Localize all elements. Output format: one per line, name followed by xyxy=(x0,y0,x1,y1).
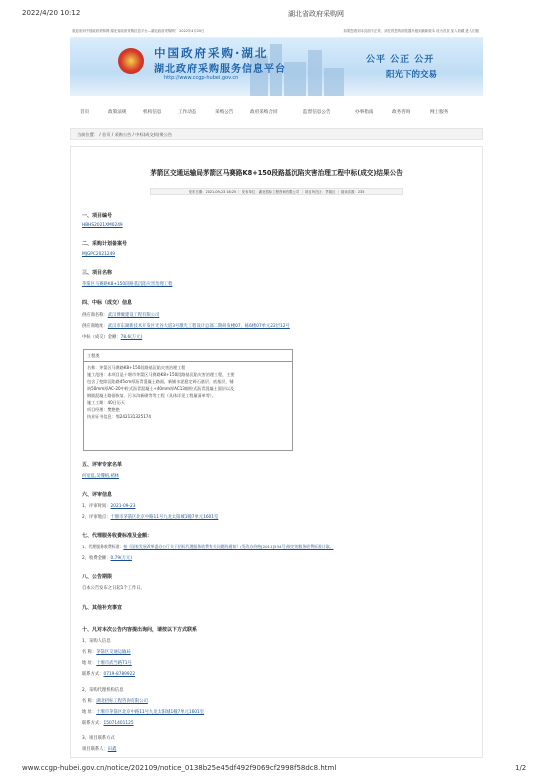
fee-standard: 按《国家发展改革委办公厅关于招标代理服务收费有关问题的通知》(发改办价格[2011]534号)规定的服务收费标准计取。 xyxy=(123,544,334,549)
plan-record-number: MJGPC2021249 xyxy=(82,252,116,257)
nav-item-policy[interactable]: 政策法规 xyxy=(108,110,127,115)
detail-box-header xyxy=(84,350,292,362)
review-place-label: 2、评审地点： xyxy=(82,515,111,520)
purchaser-address-label: 地 址： xyxy=(82,661,97,666)
notice-container xyxy=(70,146,483,758)
agency-name-label: 名 称： xyxy=(82,699,97,704)
main-nav xyxy=(70,106,483,118)
supplier-line xyxy=(82,312,159,318)
fee-amount: 0.79(万元) xyxy=(110,556,133,561)
nav-item-home[interactable]: 首页 xyxy=(80,110,90,115)
section-8-heading: 八、公告期限 xyxy=(82,574,113,580)
nav-item-notices[interactable]: 采购公告 xyxy=(215,110,234,115)
print-header xyxy=(0,0,553,22)
purchaser-address-line xyxy=(82,660,132,666)
fee-standard-label: 1、代理服务收费标准： xyxy=(82,544,124,549)
project-contact: 田鑫 xyxy=(107,747,117,752)
project-detail-box xyxy=(83,349,293,451)
section-10-heading: 十、凡对本次公告内容提出询问，请按以下方式联系 xyxy=(82,627,198,633)
supplier-label: 供应商名称： xyxy=(82,313,108,318)
supplier-address: 武汉市东湖新技术开发区光谷大道3号激光工程设计总部二期研发楼07、栋6楼07单元22层12号 xyxy=(107,324,290,329)
detail-line: 名称：茅箭区马赛路K8+150段路基沉陷灾害治理工程 xyxy=(87,365,186,370)
amount-line xyxy=(82,334,142,340)
notice-period: 自本公告发布之日起1个工作日。 xyxy=(82,586,145,591)
expert-list: 何宽乱,吴懂植,褚林 xyxy=(82,474,120,479)
banner-title: 中国政府采购·湖北 xyxy=(154,46,269,60)
fee-amount-label: 2、收费金额： xyxy=(82,556,111,561)
section-4-heading: 四、中标（成交）信息 xyxy=(82,300,133,306)
section-3-heading: 三、项目名称 xyxy=(82,270,113,276)
site-banner xyxy=(70,38,483,96)
purchaser-name-label: 名 称： xyxy=(82,650,97,655)
review-time-line xyxy=(82,503,136,509)
top-strip xyxy=(70,24,483,38)
amount-label: 中标（成交）金额： xyxy=(82,335,121,340)
detail-line: 施工范围：本项目是十堰市茅箭区马赛路K8+150段路基沉陷灾害治理工程，主要 xyxy=(87,372,235,377)
print-page-number: 1/2 xyxy=(515,764,527,772)
review-place-line xyxy=(82,514,218,520)
agency-name: 湖北招标工程咨询有限公司 xyxy=(96,699,148,704)
project-contact-heading: 3、项目联系方式 xyxy=(82,736,115,741)
review-time: 2021-09-23 xyxy=(110,504,136,509)
detail-box-category: 工程类 xyxy=(87,353,100,358)
nav-item-news[interactable]: 工作动态 xyxy=(178,110,197,115)
purchaser-name: 茅箭区交通运输局 xyxy=(96,650,131,655)
review-time-label: 1、评审时间： xyxy=(82,504,111,509)
agency-name-line xyxy=(82,698,148,704)
section-5-heading: 五、评审专家名单 xyxy=(82,462,123,468)
nav-item-guide[interactable]: 办事指南 xyxy=(355,110,374,115)
agency-info-heading: 2、采购代理机构信息 xyxy=(82,688,124,693)
nav-item-online[interactable]: 网上服务 xyxy=(430,110,449,115)
nav-item-consult[interactable]: 政务咨询 xyxy=(392,110,411,115)
section-7-heading: 七、代理服务收费标准及金额： xyxy=(82,533,153,539)
building-graphic xyxy=(284,62,306,96)
fee-amount-line xyxy=(82,555,132,561)
nav-item-contracts[interactable]: 政府采购合同 xyxy=(250,110,278,115)
banner-slogan-2: 阳光下的交易 xyxy=(386,70,438,80)
project-contact-label: 项目联系人： xyxy=(82,747,108,752)
project-number: HBHS2021XM0249 xyxy=(82,223,123,228)
notice-title: 茅箭区交通运输局茅箭区马赛路K8+150段路基沉陷灾害治理工程中标(成交)结果公告 xyxy=(150,169,403,177)
top-links[interactable]: 如果您看到本页面不正常，请在将您的浏览器升级到最新版本 设为首页 加入收藏 进入旧版 xyxy=(343,29,479,33)
section-2-heading: 二、采购计划备案号 xyxy=(82,241,128,247)
supplier-address-label: 供应商地址： xyxy=(82,324,108,329)
print-page-title: 湖北省政府采购网 xyxy=(288,10,344,18)
banner-subtitle: 湖北政府采购服务信息平台 xyxy=(154,64,286,75)
page-sheet xyxy=(70,24,483,758)
section-6-heading: 六、评审信息 xyxy=(82,492,113,498)
purchaser-info-heading: 1、采购人信息 xyxy=(82,639,111,644)
detail-line: 执业证书信息：鄂242131325174 xyxy=(87,414,152,419)
supplier-name: 武汉博翼建设工程有限公司 xyxy=(107,313,160,318)
nav-item-institutions[interactable]: 机构信息 xyxy=(143,110,162,115)
agency-phone-label: 联系方式： xyxy=(82,721,104,726)
detail-line: 钢筋混凝土路面恢复、污水沟新砌等等工程（具体详见工程量清单等）。 xyxy=(87,393,216,398)
supplier-address-line xyxy=(82,323,290,329)
agency-phone-line xyxy=(82,720,134,726)
detail-line: 筑50mm厚AC-20中粒式沥青混凝土+40mm厚AC13细粒式沥青混凝土面层以及 xyxy=(87,386,235,391)
section-9-heading: 九、其他补充事宜 xyxy=(82,605,123,611)
purchaser-name-line xyxy=(82,649,131,655)
banner-slogan: 公平 公正 公开 xyxy=(366,55,435,65)
review-place: 十堰市茅箭区北京中路11号九龙太阳城1幢7单元1601室 xyxy=(110,515,219,520)
fee-standard-line xyxy=(82,544,334,550)
banner-url: http://www.ccgp-hubei.gov.cn xyxy=(164,75,239,81)
print-footer xyxy=(0,760,553,780)
detail-line: 施工工期：40日历天 xyxy=(87,400,125,405)
print-datetime: 2022/4/20 10:12 xyxy=(22,9,81,17)
award-amount: 78.6(万元) xyxy=(120,335,143,340)
purchaser-address: 十堰市武当路71号 xyxy=(96,661,132,666)
national-emblem-icon xyxy=(118,48,144,74)
section-1-heading: 一、项目编号 xyxy=(82,213,113,219)
project-name: 茅箭区马赛路K8+150段路基沉陷灾害治理工程 xyxy=(82,282,173,287)
breadcrumb-text[interactable]: 当前位置： / 首页 / 采购公告 / 中标(成交)结果公告 xyxy=(77,132,173,137)
agency-address-line xyxy=(82,709,204,715)
purchaser-phone-line xyxy=(82,671,135,677)
purchaser-phone: 0719-8789922 xyxy=(103,672,136,677)
project-contact-line xyxy=(82,746,116,752)
agency-address: 十堰市茅箭区北京中路11号九龙太阳城1幢7单元1601室 xyxy=(96,710,205,715)
detail-line: 项目经理：樊艳艳 xyxy=(87,407,120,412)
purchaser-phone-label: 联系方式： xyxy=(82,672,104,677)
detail-box-body xyxy=(87,364,290,420)
detail-line: 包含了挖除沉陷路45cm厚沥青混凝土路面，新铺水泥稳定碎石基层、底基层，铺 xyxy=(87,379,234,384)
welcome-text: 欢迎来到中国政府采购网·湖北省政府采购信息平台—湖北政府采购网！ 2022年4月20日 xyxy=(72,29,205,33)
building-graphic xyxy=(308,50,322,96)
agency-address-label: 地 址： xyxy=(82,710,97,715)
print-url: www.ccgp-hubei.gov.cn/notice/202109/notice_0138b25e45df492f9069cf2998f58dc8.html xyxy=(22,764,337,772)
agency-phone: 15071401125 xyxy=(103,721,134,726)
notice-meta: 发布日期：2021-09-23 18:25 ｜ 发布单位：湖北招标工程咨询有限公司 ｜ 项目所在区：茅箭区 ｜ 阅读次数：235 xyxy=(150,188,403,195)
nav-item-supervision[interactable]: 监督信息公告 xyxy=(303,110,331,115)
breadcrumb xyxy=(70,128,483,140)
building-graphic xyxy=(324,68,344,96)
